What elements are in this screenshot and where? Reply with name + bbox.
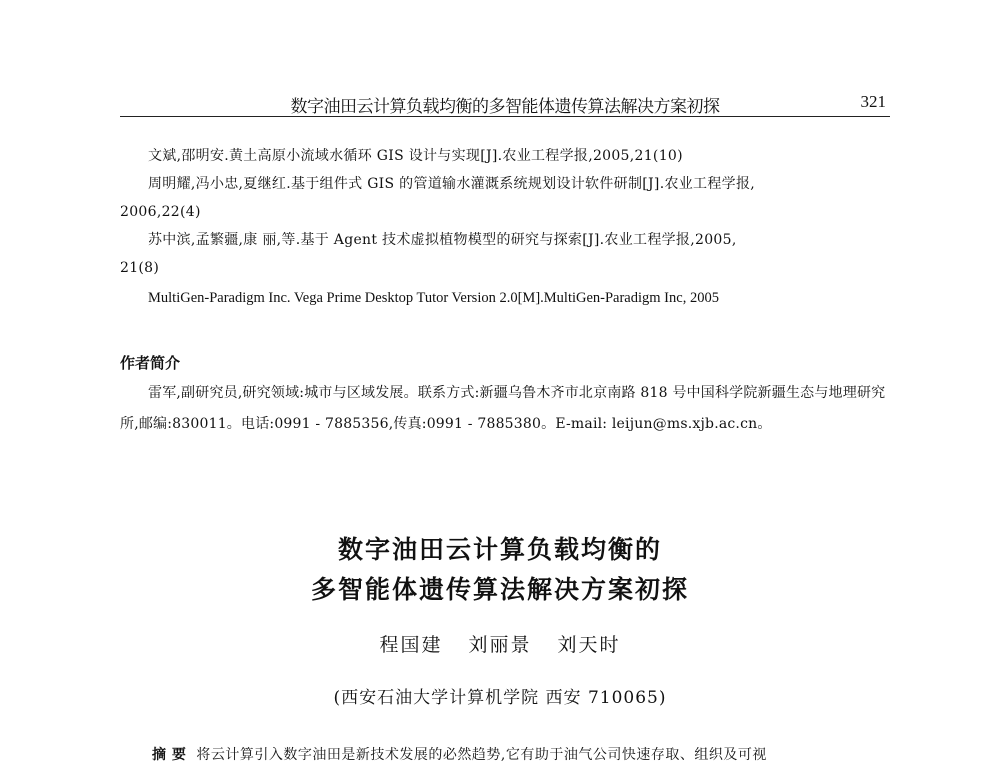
article-affiliation: (西安石油大学计算机学院 西安 710065) [333,688,667,708]
author-bio: 雷军,副研究员,研究领域:城市与区域发展。联系方式:新疆乌鲁木齐市北京南路 818 号中国科学院新疆生态与地理研究所,邮编:830011。电话:0991 - 7885356,传真:0991 - 7885380。E-mail: leijun@ms.xjb.ac.cn。 [120,385,886,432]
article-title-line-1: 数字油田云计算负载均衡的 [337,535,662,564]
abstract-label: 摘 要 [152,747,187,763]
abstract-text: 将云计算引入数字油田是新技术发展的必然趋势,它有助于油气公司快速存取、组织及可视 [196,747,767,763]
article-title [0,530,1000,610]
reference-item: 周明耀,冯小忠,夏继红.基于组件式 GIS 的管道输水灌溉系统规划设计软件研制[J].农业工程学报, [148,176,755,192]
author-intro-heading: 作者简介 [120,354,181,372]
running-title: 数字油田云计算负载均衡的多智能体遗传算法解决方案初探 [290,97,720,117]
abstract [152,744,912,764]
reference-item-continuation: 2006,22(4) [120,204,201,220]
reference-item-continuation: 21(8) [120,260,160,276]
reference-item: 文斌,邵明安.黄土高原小流域水循环 GIS 设计与实现[J].农业工程学报,2005,21(10) [148,148,683,164]
article-authors: 程国建 刘丽景 刘天时 [379,634,621,656]
article-title-line-2: 多智能体遗传算法解决方案初探 [310,575,689,604]
reference-item: MultiGen-Paradigm Inc. Vega Prime Desktop Tutor Version 2.0[M].MultiGen-Paradigm Inc, 2005 [148,290,719,306]
reference-list [120,142,892,312]
reference-item: 苏中滨,孟繁疆,康 丽,等.基于 Agent 技术虚拟植物模型的研究与探索[J].农业工程学报,2005, [148,232,737,248]
page-number: 321 [860,92,886,111]
running-header [120,90,890,117]
